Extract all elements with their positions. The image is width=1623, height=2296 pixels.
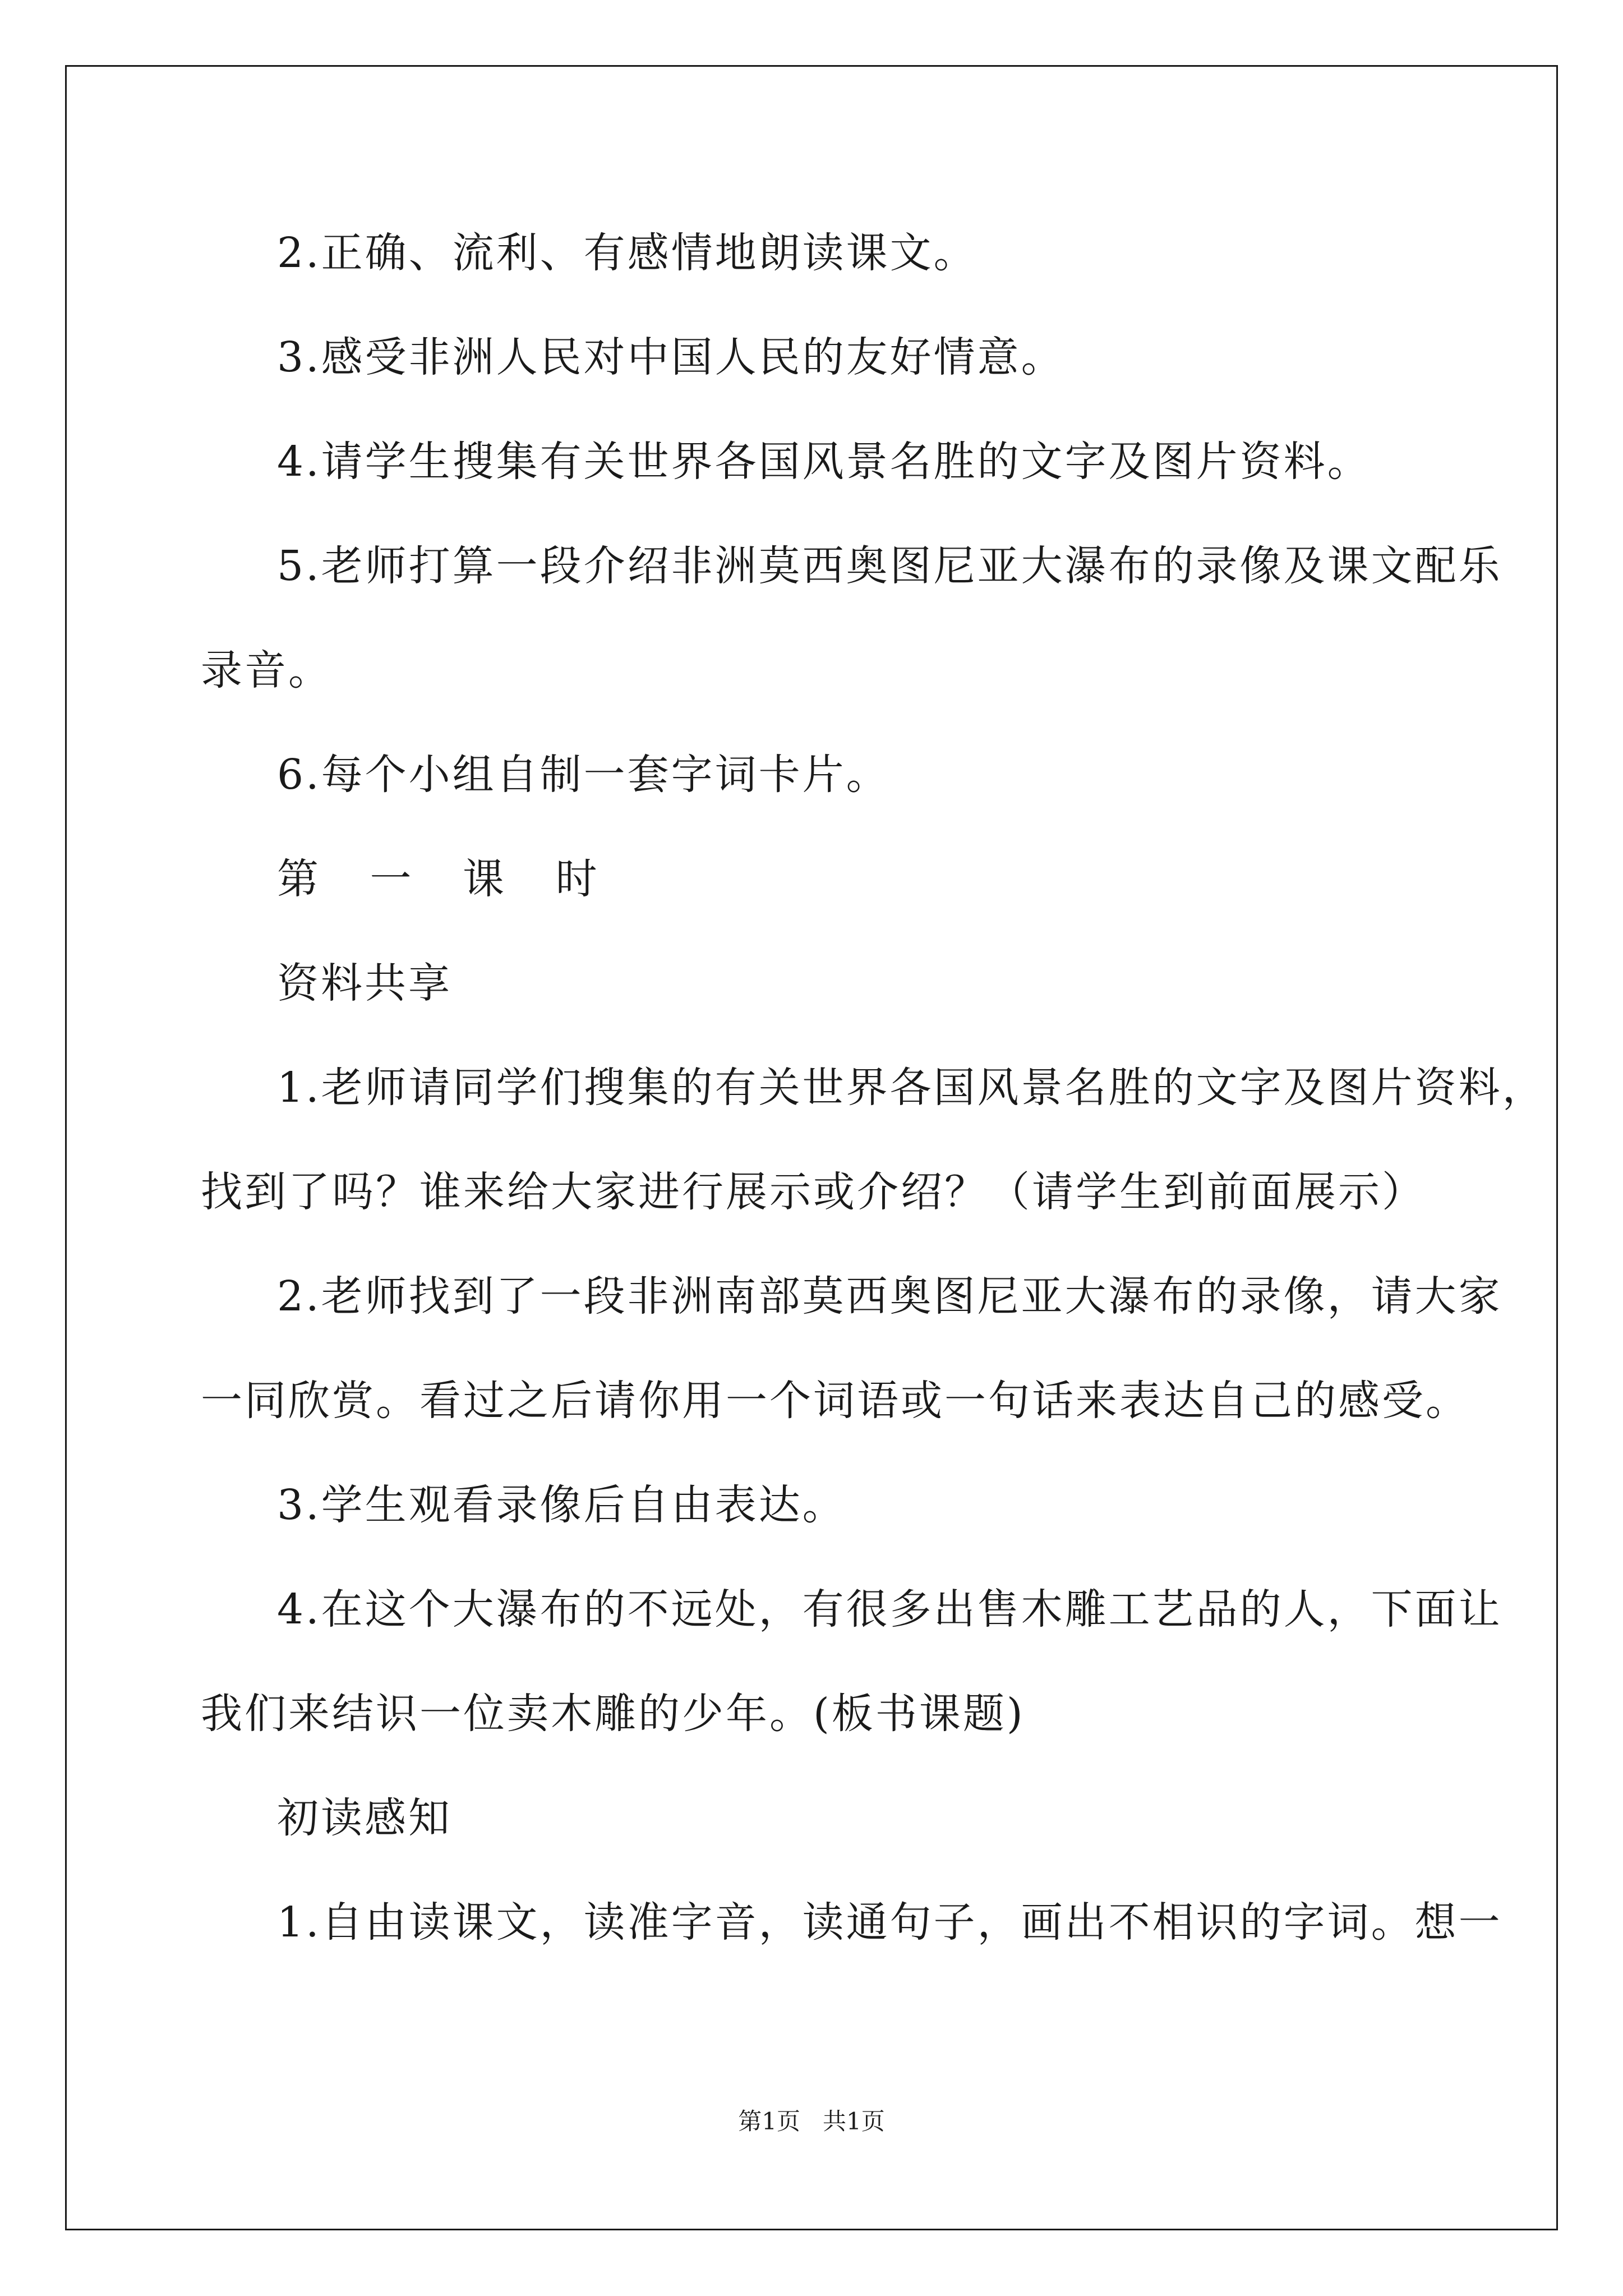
text-line: 2.正确、流利、有感情地朗读课文。 [277,229,978,277]
text-line: 2.老师找到了一段非洲南部莫西奥图尼亚大瀑布的录像，请大家 [277,1272,1502,1320]
page-number-footer: 第1页 共1页 [738,2108,885,2135]
text-line: 5.老师打算一段介绍非洲莫西奥图尼亚大瀑布的录像及课文配乐 [277,542,1502,590]
text-line: 1.自由读课文，读准字音，读通句子，画出不相识的字词。想一 [277,1898,1502,1947]
text-line: 6.每个小组自制一套字词卡片。 [277,751,890,799]
subheading: 初读感知 [277,1794,452,1842]
text-line: 4.请学生搜集有关世界各国风景名胜的文字及图片资料。 [277,438,1371,486]
text-line: 一同欣赏。看过之后请你用一个词语或一句话来表达自己的感受。 [201,1377,1469,1425]
text-line: 我们来结识一位卖木雕的少年。(板书课题) [201,1690,1025,1738]
text-line: 4.在这个大瀑布的不远处，有很多出售木雕工艺品的人，下面让 [277,1585,1502,1634]
text-line: 3.感受非洲人民对中国人民的友好情意。 [277,333,1065,381]
subheading: 资料共享 [277,959,452,1007]
section-heading: 第 一 课 时 [277,855,616,903]
text-line: 录音。 [201,646,332,694]
text-line: 1.老师请同学们搜集的有关世界各国风景名胜的文字及图片资料， [277,1064,1546,1112]
text-line: 找到了吗？谁来给大家进行展示或介绍？（请学生到前面展示） [201,1168,1426,1216]
text-line: 3.学生观看录像后自由表达。 [277,1481,846,1529]
